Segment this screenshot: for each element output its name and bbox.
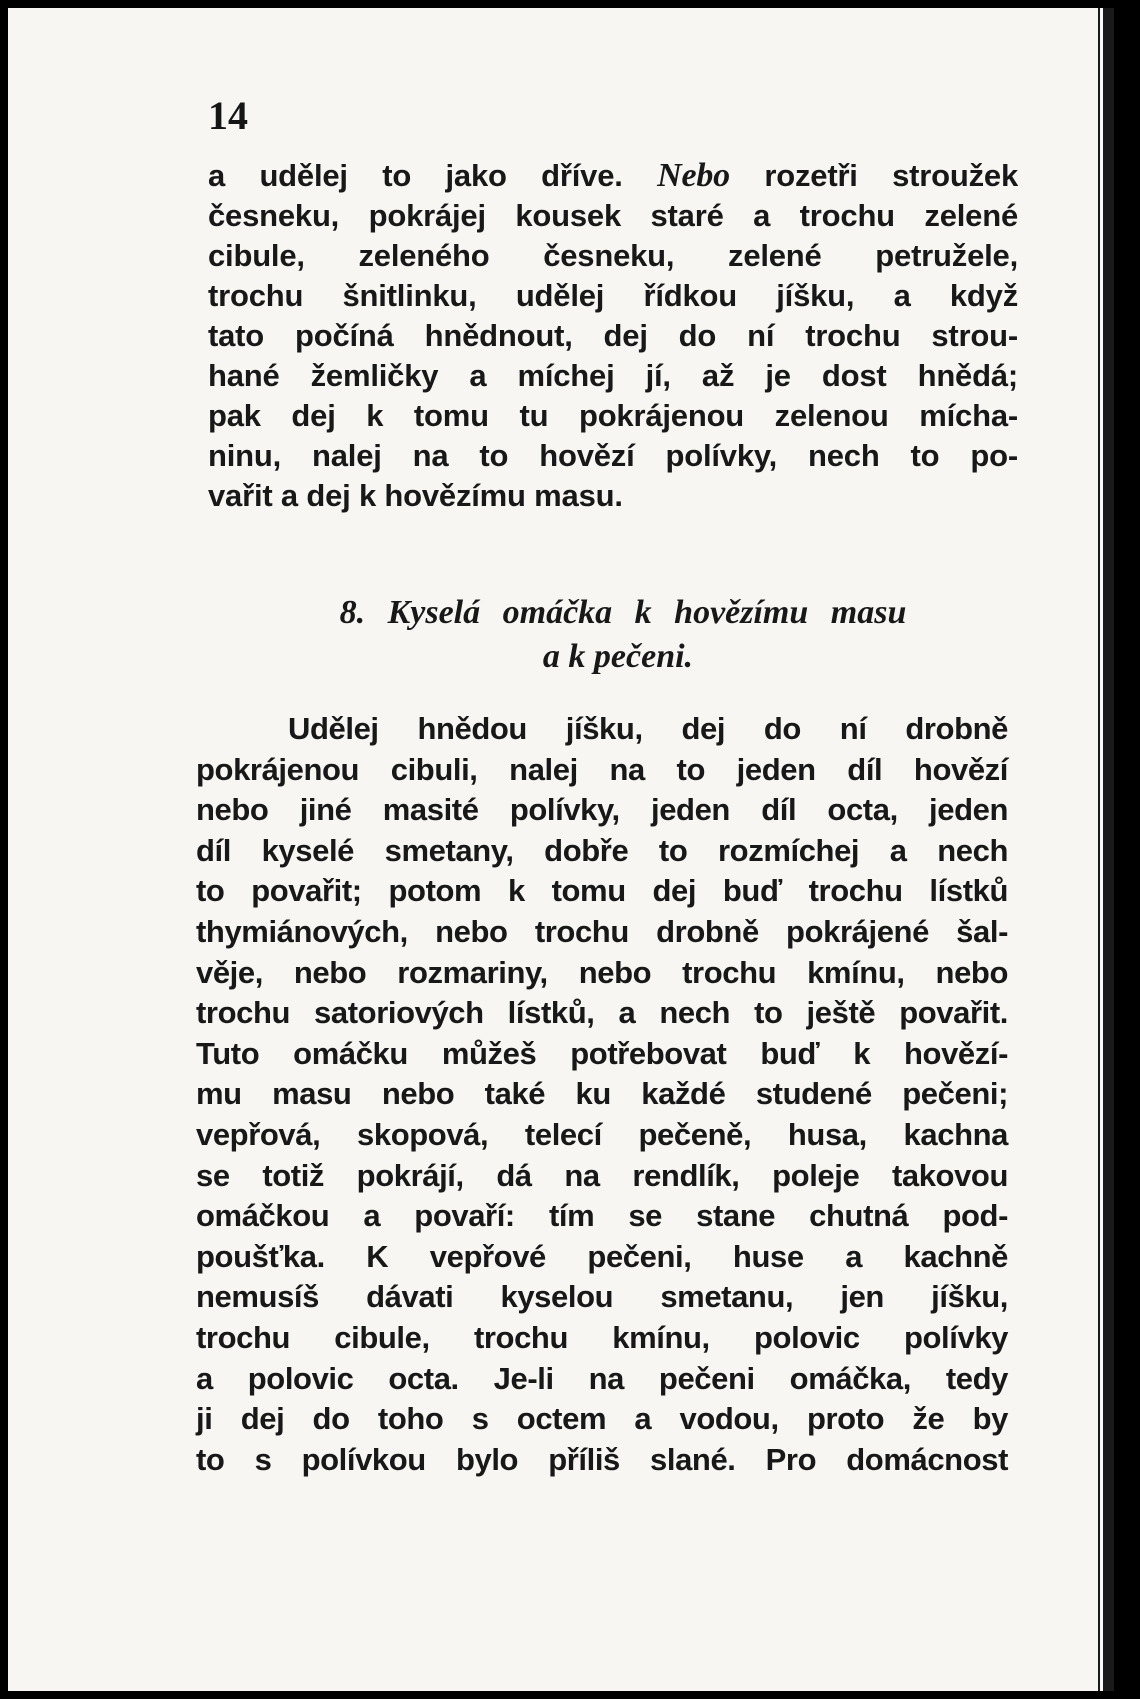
line-text: rozetři stroužek: [764, 158, 1019, 193]
text-line: vařit a dej k hovězímu masu.: [208, 478, 623, 513]
heading-line: 8. Kyselá omáčka k hovězímu masu: [339, 594, 907, 631]
text-line: hané žemličky a míchej jí, až je dost hnědá;: [208, 358, 1018, 393]
text-line: ji dej do toho s octem a vodou, proto že by: [196, 1401, 1008, 1437]
text-line: to s polívkou bylo příliš slané. Pro domácnost: [196, 1441, 1008, 1477]
text-line: pak dej k tomu tu pokrájenou zelenou mícha-: [208, 398, 1018, 433]
text-line: díl kyselé smetany, dobře to rozmíchej a nech: [196, 832, 1008, 868]
book-page: [8, 8, 1114, 1691]
text-line: cibule, zeleného česneku, zelené petružele,: [208, 238, 1018, 273]
text-line: a polovic octa. Je-li na pečeni omáčka, tedy: [196, 1360, 1008, 1396]
text-line: mu masu nebo také ku každé studené pečeni;: [196, 1076, 1008, 1112]
page-number: 14: [208, 93, 248, 138]
text-line: pokrájenou cibuli, nalej na to jeden díl hovězí: [196, 751, 1008, 787]
text-line: nemusíš dávati kyselou smetanu, jen jíšku,: [196, 1279, 1008, 1315]
text-line: vepřová, skopová, telecí pečeně, husa, kachna: [196, 1116, 1008, 1152]
emphasis-word: Nebo: [657, 157, 730, 194]
text-line: trochu šnitlinku, udělej řídkou jíšku, a když: [208, 278, 1018, 313]
text-line: ninu, nalej na to hovězí polívky, nech to po-: [208, 438, 1018, 473]
text-line: Udělej hnědou jíšku, dej do ní drobně: [288, 711, 1008, 746]
line-text: a udělej to jako dříve.: [208, 158, 623, 193]
text-line: česneku, pokrájej kousek staré a trochu zelené: [208, 198, 1018, 233]
heading-line: a k pečeni.: [542, 638, 694, 675]
text-line: se totiž pokrájí, dá na rendlík, poleje takovou: [196, 1157, 1008, 1193]
text-line: trochu satoriových lístků, a nech to ještě povařit.: [196, 995, 1008, 1031]
text-line: to povařit; potom k tomu dej buď trochu lístků: [196, 873, 1008, 909]
page-edge-shadow: [1098, 8, 1114, 1691]
recipe-paragraph: [196, 709, 1008, 1480]
text-line: nebo jiné masité polívky, jeden díl octa, jeden: [196, 792, 1008, 828]
text-line: Tuto omáčku můžeš potřebovat buď k hovězí-: [196, 1035, 1008, 1071]
text-line: omáčkou a povaří: tím se stane chutná pod-: [196, 1198, 1008, 1234]
paragraph-continued: [208, 156, 1018, 516]
text-line: trochu cibule, trochu kmínu, polovic polívky: [196, 1319, 1008, 1355]
recipe-heading: [208, 591, 1018, 679]
text-line: thymiánových, nebo trochu drobně pokrájené šal-: [196, 913, 1008, 949]
text-line: tato počíná hnědnout, dej do ní trochu strou-: [208, 318, 1018, 353]
text-line: věje, nebo rozmariny, nebo trochu kmínu, nebo: [196, 954, 1008, 990]
text-line: poušťka. K vepřové pečeni, huse a kachně: [196, 1238, 1008, 1274]
page-edge-highlight: [1100, 8, 1103, 1691]
text-line: [208, 156, 1018, 196]
